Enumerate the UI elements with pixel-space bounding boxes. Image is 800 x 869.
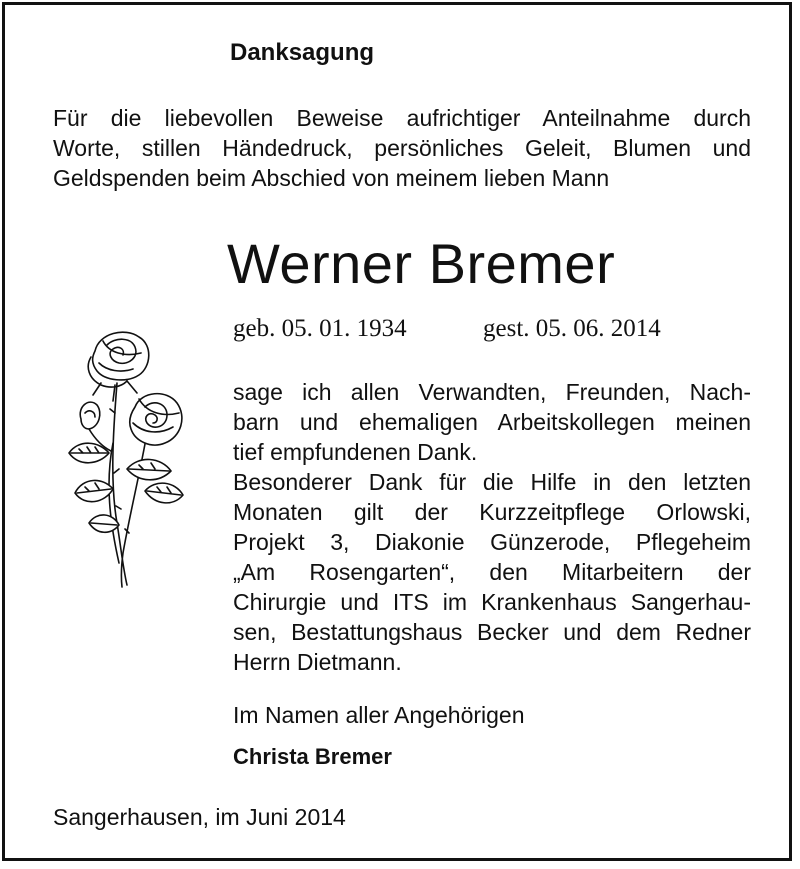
- thanks-paragraph: [233, 377, 751, 677]
- thanks-line: sage ich allen Verwandten, Freunden, Nach-: [233, 379, 751, 405]
- thanks-line: tief empfundenen Dank.: [233, 439, 478, 465]
- notice-heading: Danksagung: [230, 39, 375, 66]
- deceased-name: Werner Bremer: [227, 232, 616, 295]
- life-dates: [233, 315, 661, 343]
- intro-line: Worte, stillen Händedruck, persönliches Geleit, Blumen und: [53, 135, 751, 161]
- signer-name: Christa Bremer: [233, 744, 392, 769]
- thanks-line: barn und ehemaligen Arbeitskollegen meinen: [233, 409, 751, 435]
- thanks-line: sen, Bestattungshaus Becker und dem Redner: [233, 619, 751, 645]
- thanks-line: „Am Rosengarten“, den Mitarbeitern der: [233, 559, 751, 585]
- thanks-line: Monaten gilt der Kurzzeitpflege Orlowski,: [233, 499, 751, 525]
- rose-illustration-icon: [55, 323, 195, 591]
- thanks-line: Projekt 3, Diakonie Günzerode, Pflegeheim: [233, 529, 751, 555]
- intro-paragraph: [53, 103, 751, 193]
- intro-line: Für die liebevollen Beweise aufrichtiger Anteilnahme durch: [53, 105, 751, 131]
- death-date: gest. 05. 06. 2014: [483, 315, 661, 342]
- thanks-line: Chirurgie und ITS im Krankenhaus Sangerhau-: [233, 589, 751, 615]
- closing-line: Im Namen aller Angehörigen: [233, 702, 525, 728]
- obituary-notice: [2, 2, 792, 861]
- thanks-line: Herrn Dietmann.: [233, 649, 402, 675]
- place-and-date: Sangerhausen, im Juni 2014: [53, 804, 346, 830]
- birth-date: geb. 05. 01. 1934: [233, 315, 407, 342]
- thanks-line: Besonderer Dank für die Hilfe in den letzten: [233, 469, 751, 495]
- intro-line: Geldspenden beim Abschied von meinem lieben Mann: [53, 165, 610, 191]
